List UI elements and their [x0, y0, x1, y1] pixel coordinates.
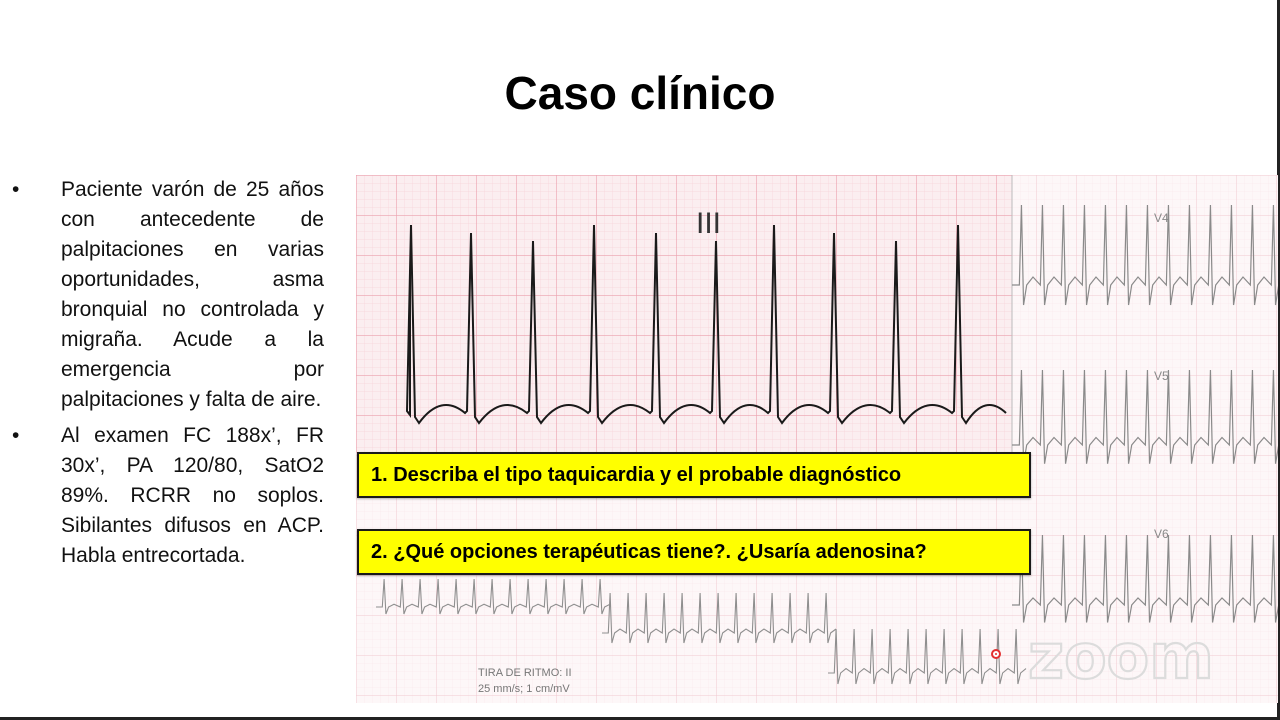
- ecg-image: [356, 175, 1278, 703]
- bullet-exam-text: Al examen FC 188x’, FR 30x’, PA 120/80, SatO2 89%. RCRR no soplos. Sibilantes difusos en ACP. Habla entrecortada.: [61, 424, 324, 567]
- bullet-history: [12, 175, 324, 415]
- lead-iii-grid: [356, 175, 1012, 453]
- lead-v6-label: V6: [1154, 527, 1169, 541]
- zoom-watermark: zoom: [1028, 620, 1214, 693]
- bullet-history-text: Paciente varón de 25 años con antecedente de palpitaciones en varias oportunidades, asma bronquial no controlada y migraña. Acude a la emergencia por palpitaciones y falta de aire.: [61, 178, 324, 411]
- rhythm-strip-label: TIRA DE RITMO: II: [478, 667, 572, 679]
- question-2-box: 2. ¿Qué opciones terapéuticas tiene?. ¿Usaría adenosina?: [357, 529, 1031, 575]
- question-1-box: 1. Describa el tipo taquicardia y el probable diagnóstico: [357, 452, 1031, 498]
- bullet-marker: •: [12, 424, 20, 447]
- bullet-marker: •: [12, 178, 20, 201]
- bullet-exam: [12, 421, 324, 571]
- case-bullet-list: [12, 175, 324, 577]
- lead-iii-label: III: [696, 207, 722, 240]
- lead-v4-label: V4: [1154, 211, 1169, 225]
- laser-pointer-icon: [991, 649, 1001, 659]
- slide-title: Caso clínico: [504, 67, 776, 119]
- calibration-label: 25 mm/s; 1 cm/mV: [478, 683, 570, 695]
- lead-v5-label: V5: [1154, 369, 1169, 383]
